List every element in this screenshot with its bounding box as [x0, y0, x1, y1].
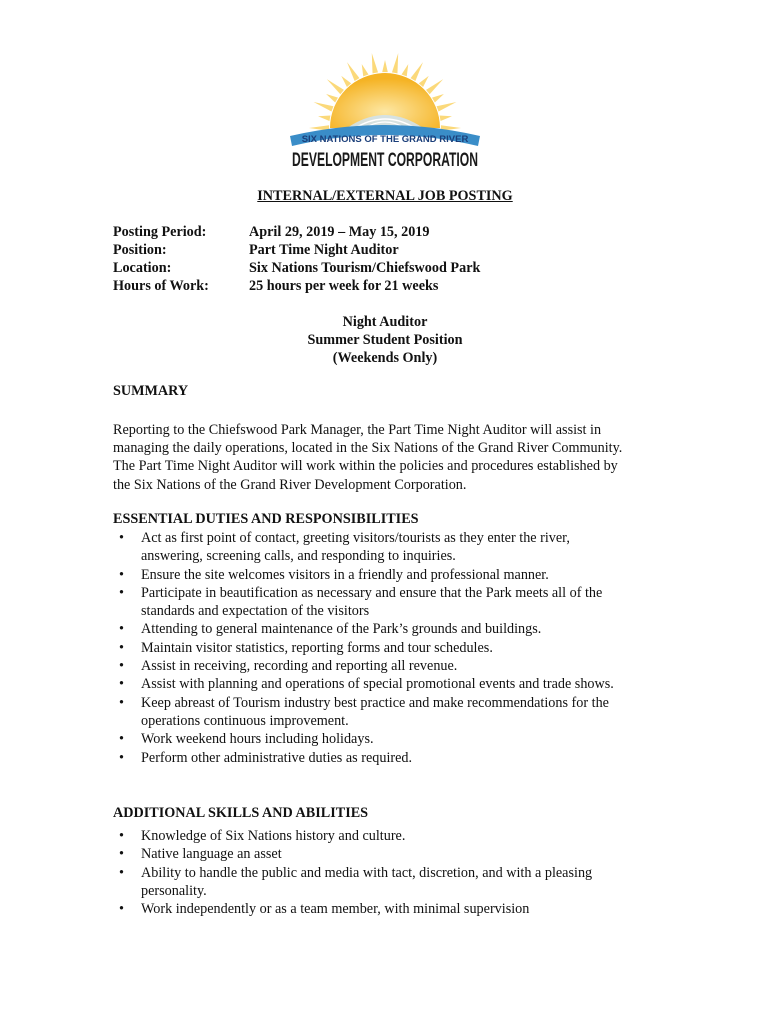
list-item-text: • Maintain visitor statistics, reporting forms and tour schedules.: [141, 639, 493, 656]
detail-label: Posting Period:: [113, 224, 207, 240]
list-item-text: • Knowledge of Six Nations history and culture.: [141, 828, 406, 844]
summary-heading: SUMMARY: [113, 383, 189, 399]
detail-row: [113, 223, 480, 241]
sun-ray: [440, 116, 452, 122]
list-item: [113, 845, 693, 863]
sun-ray: [314, 102, 334, 111]
list-item-text: • Act as first point of contact, greeting visitors/tourists as they enter the river,: [141, 530, 570, 546]
list-item: [113, 730, 693, 748]
list-item-text: • Ability to handle the public and media with tact, discretion, and with a pleasing: [141, 864, 593, 881]
list-item-text: • Attending to general maintenance of the Park’s grounds and buildings.: [141, 621, 542, 638]
sun-ray: [327, 79, 344, 94]
logo-line1: SIX NATIONS OF THE GRAND RIVER: [301, 134, 469, 145]
list-item: [113, 827, 693, 845]
detail-label: Hours of Work:: [113, 278, 209, 294]
list-item-text: • Keep abreast of Tourism industry best practice and make recommendations for the: [141, 694, 609, 711]
list-item-text: • Ensure the site welcomes visitors in a friendly and professional manner.: [141, 566, 549, 583]
logo-line2: DEVELOPMENT CORPORATION: [292, 150, 478, 171]
list-item-text: • Work independently or as a team member, with minimal supervision: [141, 901, 530, 918]
summary-line: Reporting to the Chiefswood Park Manager, the Part Time Night Auditor will assist in: [113, 422, 602, 438]
summary-line: The Part Time Night Auditor will work within the policies and procedures established by: [113, 458, 618, 475]
list-item-text: • Participate in beautification as necessary and ensure that the Park meets all of the: [141, 584, 603, 601]
subtitle-line: (Weekends Only): [332, 350, 438, 366]
sun-ray: [362, 64, 369, 76]
list-item-text: • Perform other administrative duties as required.: [141, 749, 413, 766]
skills-list: [113, 827, 693, 918]
detail-value: Six Nations Tourism/Chiefswood Park: [249, 260, 481, 276]
list-item-text: operations continuous improvement.: [141, 712, 349, 729]
sun-ray: [401, 64, 408, 76]
list-item-text: • Assist with planning and operations of special promotional events and trade shows.: [141, 676, 614, 693]
sun-ray: [419, 76, 429, 87]
list-item: [113, 529, 693, 566]
list-item-text: answering, screening calls, and responding to inquiries.: [141, 548, 456, 565]
document-title: INTERNAL/EXTERNAL JOB POSTING: [257, 188, 513, 204]
sun-ray: [318, 116, 330, 122]
sun-ray: [426, 79, 443, 94]
sun-ray: [411, 62, 423, 81]
skills-heading: ADDITIONAL SKILLS AND ABILITIES: [113, 805, 369, 821]
summary-paragraph: [113, 421, 673, 494]
detail-value: Part Time Night Auditor: [249, 242, 399, 258]
list-item-text: • Work weekend hours including holidays.: [141, 731, 374, 748]
sun-ray: [326, 94, 338, 102]
list-item: [113, 749, 693, 767]
sun-ray: [432, 94, 444, 102]
list-item: [113, 675, 693, 693]
subtitle-line: Night Auditor: [342, 314, 428, 330]
list-item: [113, 657, 693, 675]
detail-value: April 29, 2019 – May 15, 2019: [249, 224, 430, 240]
list-item: [113, 694, 693, 731]
sun-ray: [341, 76, 351, 87]
posting-details: [113, 223, 480, 295]
summary-line: managing the daily operations, located in the Six Nations of the Grand River Community.: [113, 440, 623, 457]
list-item-text: personality.: [141, 882, 207, 899]
summary-line: the Six Nations of the Grand River Development Corporation.: [113, 476, 467, 493]
sun-ray: [347, 62, 359, 81]
list-item: [113, 864, 693, 901]
sun-ray: [372, 53, 378, 73]
detail-row: [113, 259, 480, 277]
sun-ray: [382, 60, 388, 72]
detail-value: 25 hours per week for 21 weeks: [249, 278, 439, 294]
sun-ray: [437, 102, 457, 111]
list-item: [113, 900, 693, 918]
detail-label: Location:: [113, 260, 172, 276]
list-item-text: • Native language an asset: [141, 846, 282, 863]
list-item-text: • Assist in receiving, recording and reporting all revenue.: [141, 658, 458, 675]
list-item: [113, 584, 693, 621]
list-item: [113, 620, 693, 638]
detail-label: Position:: [113, 242, 167, 258]
list-item-text: standards and expectation of the visitors: [141, 603, 370, 620]
position-subtitle: [0, 313, 770, 367]
list-item: [113, 566, 693, 584]
duties-list: [113, 529, 693, 767]
duties-heading: ESSENTIAL DUTIES AND RESPONSIBILITIES: [113, 511, 419, 527]
list-item: [113, 639, 693, 657]
detail-row: [113, 241, 480, 259]
subtitle-line: Summer Student Position: [307, 332, 463, 348]
sun-emblem-icon: [282, 50, 488, 172]
detail-row: [113, 277, 480, 295]
company-logo: [282, 50, 488, 172]
sun-ray: [392, 53, 398, 73]
